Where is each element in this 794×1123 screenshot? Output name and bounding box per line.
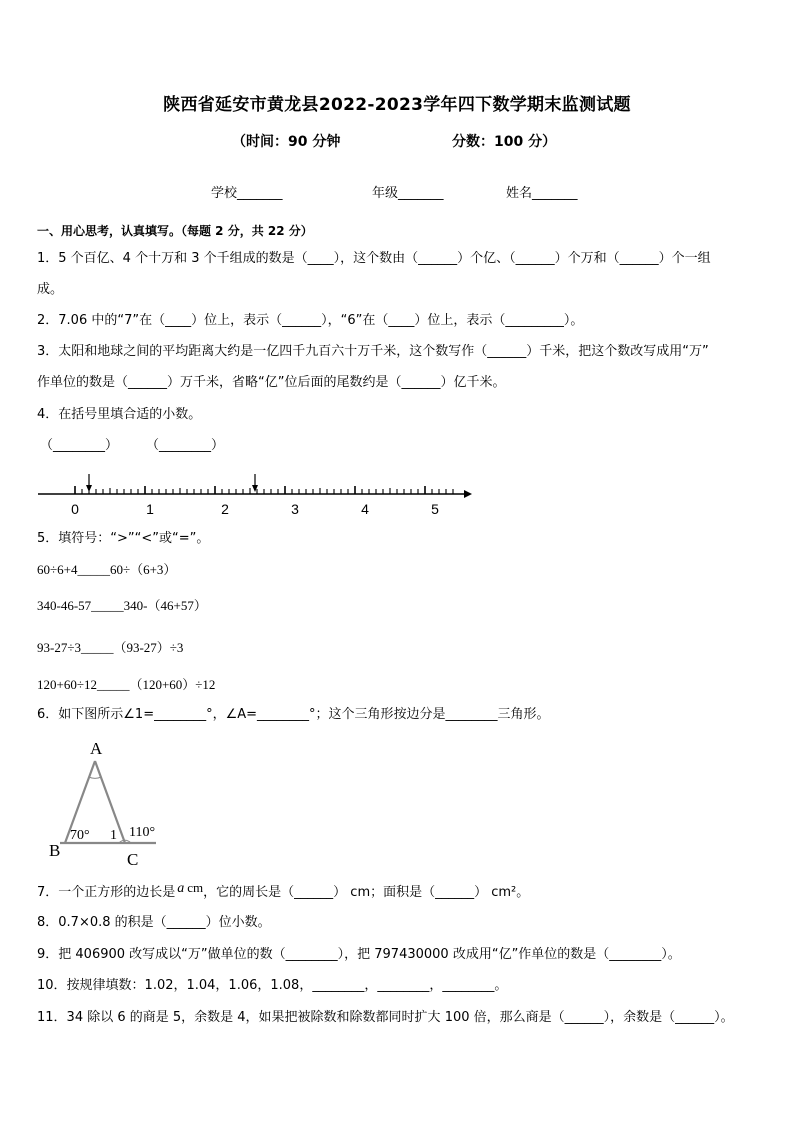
grade-field: 年级_______: [372, 186, 444, 201]
question-5: 5．填符号：“>”“<”或“=”。: [37, 531, 210, 546]
question-1-line-2: 成。: [37, 282, 64, 297]
question-8: 8．0.7×0.8 的积是（______）位小数。: [37, 915, 271, 930]
number-line: [36, 470, 476, 520]
angle-1-label: 1: [110, 828, 117, 843]
vertex-a-label: A: [90, 739, 103, 758]
page-title: 陕西省延安市黄龙县2022-2023学年四下数学期末监测试题: [163, 95, 631, 115]
question-7: [37, 880, 530, 901]
exam-time: （时间：90 分钟: [232, 134, 341, 150]
vertex-b-label: B: [49, 841, 61, 860]
tick-label-2: 2: [221, 501, 229, 517]
question-3-line-2: 作单位的数是（______）万千米，省略“亿”位后面的尾数约是（______）亿千米。: [37, 375, 506, 390]
question-5-a: 60÷6+4_____60÷（6+3）: [37, 562, 177, 577]
question-11: 11．34 除以 6 的商是 5，余数是 4，如果把被除数和除数都同时扩大 100 倍，那么商是（______），余数是（______）。: [37, 1010, 734, 1025]
question-4-blank-1: （________）: [40, 438, 119, 453]
school-field: 学校_______: [211, 186, 283, 201]
tick-label-5: 5: [431, 501, 439, 517]
question-7-variable: a: [177, 881, 185, 896]
question-1-line-1: 1．5 个百亿、4 个十万和 3 个千组成的数是（____），这个数由（______）个亿、（______）个万和（______）个一组: [37, 251, 711, 266]
vertex-c-label: C: [127, 850, 139, 869]
question-5-b: 340-46-57_____340-（46+57）: [37, 598, 207, 613]
question-4-blank-2: （________）: [146, 438, 225, 453]
exterior-angle-label: 110°: [129, 825, 156, 840]
question-9: 9．把 406900 改写成以“万”做单位的数（________），把 797430000 改成用“亿”作单位的数是（________）。: [37, 947, 681, 962]
question-3-line-1: 3．太阳和地球之间的平均距离大约是一亿四千九百六十万千米，这个数写作（______）千米，把这个数改写成用“万”: [37, 344, 709, 359]
tick-label-3: 3: [291, 501, 299, 517]
triangle-figure: [44, 735, 174, 870]
question-10: 10．按规律填数：1.02，1.04，1.06，1.08，________，________，________。: [37, 978, 508, 993]
section-heading: 一、用心思考，认真填写。（每题 2 分，共 22 分）: [37, 224, 313, 238]
exam-score: 分数：100 分）: [452, 134, 557, 150]
question-7-suffix: ，它的周长是（______） cm；面积是（______） cm²。: [203, 885, 530, 900]
question-7-unit: cm: [187, 880, 204, 895]
angle-b-label: 70°: [70, 828, 90, 843]
question-7-prefix: 7．一个正方形的边长是: [37, 885, 176, 900]
question-5-c: 93-27÷3_____（93-27）÷3: [37, 640, 184, 655]
question-5-d: 120+60÷12_____（120+60）÷12: [37, 677, 216, 692]
question-6: 6．如下图所示∠1=________°，∠A=________°；这个三角形按边分是________三角形。: [37, 707, 550, 722]
question-2: 2．7.06 中的“7”在（____）位上，表示（______），“6”在（____）位上，表示（_________）。: [37, 313, 584, 328]
question-4: 4．在括号里填合适的小数。: [37, 407, 202, 422]
name-field: 姓名_______: [506, 186, 578, 201]
tick-label-0: 0: [71, 501, 79, 517]
tick-label-4: 4: [361, 501, 369, 517]
tick-label-1: 1: [146, 501, 154, 517]
